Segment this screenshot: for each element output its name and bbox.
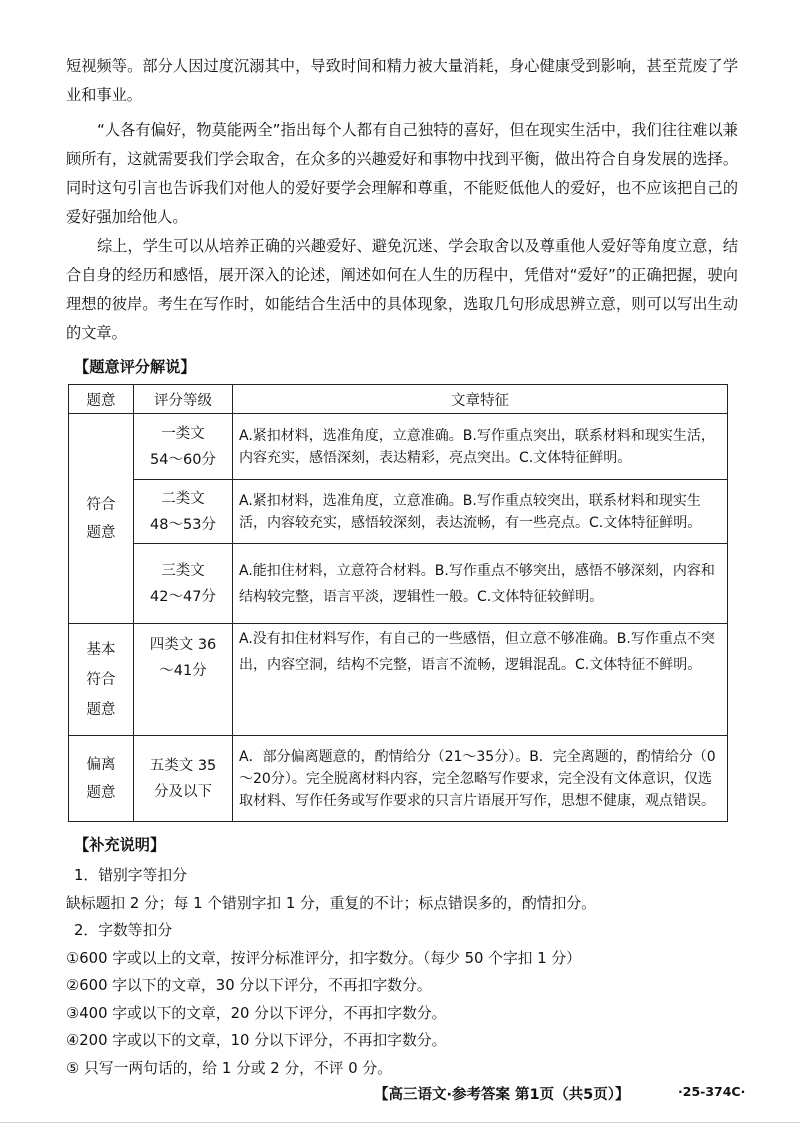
grade-score: 54～60分 <box>150 451 216 468</box>
document-code: ·25-374C· <box>678 1084 746 1099</box>
grade-level: 三类文 <box>161 562 205 579</box>
supplement-line: ⑤ 只写一两句话的，给 1 分或 2 分，不评 0 分。 <box>66 1059 392 1077</box>
category-cell: 基本符合题意 <box>69 624 134 736</box>
column-header-topic: 题意 <box>69 385 134 414</box>
grade-cell <box>134 480 233 544</box>
features-cell: A．部分偏离题意的，酌情给分（21～35分）。B．完全离题的，酌情给分（0～20分）。完全脱离材料内容，完全忽略写作要求，完全没有文体意识，仅选取材料、写作任务或写作要求的只言片语展开写作，思想不健康，观点错误。 <box>233 736 728 822</box>
bottom-divider <box>0 1122 800 1123</box>
column-header-features: 文章特征 <box>233 385 728 414</box>
supplement-section <box>66 862 738 1082</box>
page-footer: 【高三语文·参考答案 第1页（共5页）】 <box>374 1087 630 1103</box>
grade-cell <box>134 414 233 480</box>
grade-level: 四类文 36 <box>149 637 217 653</box>
answer-page <box>66 52 738 1082</box>
table-row <box>69 480 728 544</box>
intro-paragraph-2: “人各有偏好，物莫能两全”指出每个人都有自己独特的喜好，但在现实生活中，我们往往难以兼顾所有，这就需要我们学会取舍，在众多的兴趣爱好和事物中找到平衡，做出符合自身发展的选择。同时这句引言也告诉我们对他人的爱好要学会理解和尊重，不能贬低他人的爱好，也不应该把自己的爱好强加给他人。 <box>66 121 738 226</box>
supplement-line: 2．字数等扣分 <box>74 922 173 939</box>
supplement-line: 1．错别字等扣分 <box>74 867 187 884</box>
category-cell: 偏离题意 <box>69 736 134 822</box>
grade-score: 分及以下 <box>154 783 212 800</box>
intro-paragraph-3: 综上，学生可以从培养正确的兴趣爱好、避免沉迷、学会取舍以及尊重他人爱好等角度立意，结合自身的经历和感悟，展开深入的论述，阐述如何在人生的历程中，凭借对“爱好”的正确把握，驶向理想的彼岸。考生在写作时，如能结合生活中的具体现象，选取几句形成思辨立意，则可以写出生动的文章。 <box>66 237 738 342</box>
grade-cell <box>134 544 233 624</box>
table-row <box>69 414 728 480</box>
features-cell: A.紧扣材料，选准角度，立意准确。B.写作重点突出，联系材料和现实生活，内容充实，感悟深刻，表达精彩，亮点突出。C.文体特征鲜明。 <box>233 414 728 480</box>
grade-score: 48～53分 <box>150 516 216 533</box>
supplement-heading: 【补充说明】 <box>74 836 166 854</box>
rubric-heading: 【题意评分解说】 <box>74 358 196 376</box>
supplement-line: ①600 字或以上的文章，按评分标准评分，扣字数分。（每少 50 个字扣 1 分） <box>66 949 581 967</box>
grade-level: 五类文 35 <box>149 757 217 774</box>
grade-level: 一类文 <box>161 425 205 442</box>
table-row <box>69 544 728 624</box>
column-header-grade: 评分等级 <box>134 385 233 414</box>
features-cell: A.紧扣材料，选准角度，立意准确。B.写作重点较突出，联系材料和现实生活，内容较充实，感悟较深刻，表达流畅，有一些亮点。C.文体特征鲜明。 <box>233 480 728 544</box>
grade-level: 二类文 <box>161 490 205 507</box>
table-row <box>69 736 728 822</box>
table-row <box>69 624 728 736</box>
category-cell: 符合题意 <box>69 414 134 624</box>
features-cell: A.没有扣住材料写作，有自己的一些感悟，但立意不够准确。B.写作重点不突出，内容空洞，结构不完整，语言不流畅，逻辑混乱。C.文体特征不鲜明。 <box>233 624 728 736</box>
rubric-header-row <box>69 385 728 414</box>
supplement-line: ④200 字或以下的文章，10 分以下评分，不再扣字数分。 <box>66 1032 447 1049</box>
grade-cell <box>134 624 233 736</box>
grade-score: ～41分 <box>159 663 207 679</box>
features-cell: A.能扣住材料，立意符合材料。B.写作重点不够突出，感悟不够深刻，内容和结构较完整，语言平淡，逻辑性一般。C.文体特征较鲜明。 <box>233 544 728 624</box>
rubric-table <box>68 384 728 822</box>
grade-score: 42～47分 <box>150 588 216 605</box>
supplement-line: ②600 字以下的文章，30 分以下评分，不再扣字数分。 <box>66 977 432 994</box>
supplement-line: ③400 字或以下的文章，20 分以下评分，不再扣字数分。 <box>66 1004 447 1022</box>
intro-paragraph-1: 短视频等。部分人因过度沉溺其中，导致时间和精力被大量消耗，身心健康受到影响，甚至荒废了学业和事业。 <box>66 57 738 104</box>
supplement-line: 缺标题扣 2 分；每 1 个错别字扣 1 分，重复的不计；标点错误多的，酌情扣分。 <box>66 894 596 912</box>
grade-cell <box>134 736 233 822</box>
